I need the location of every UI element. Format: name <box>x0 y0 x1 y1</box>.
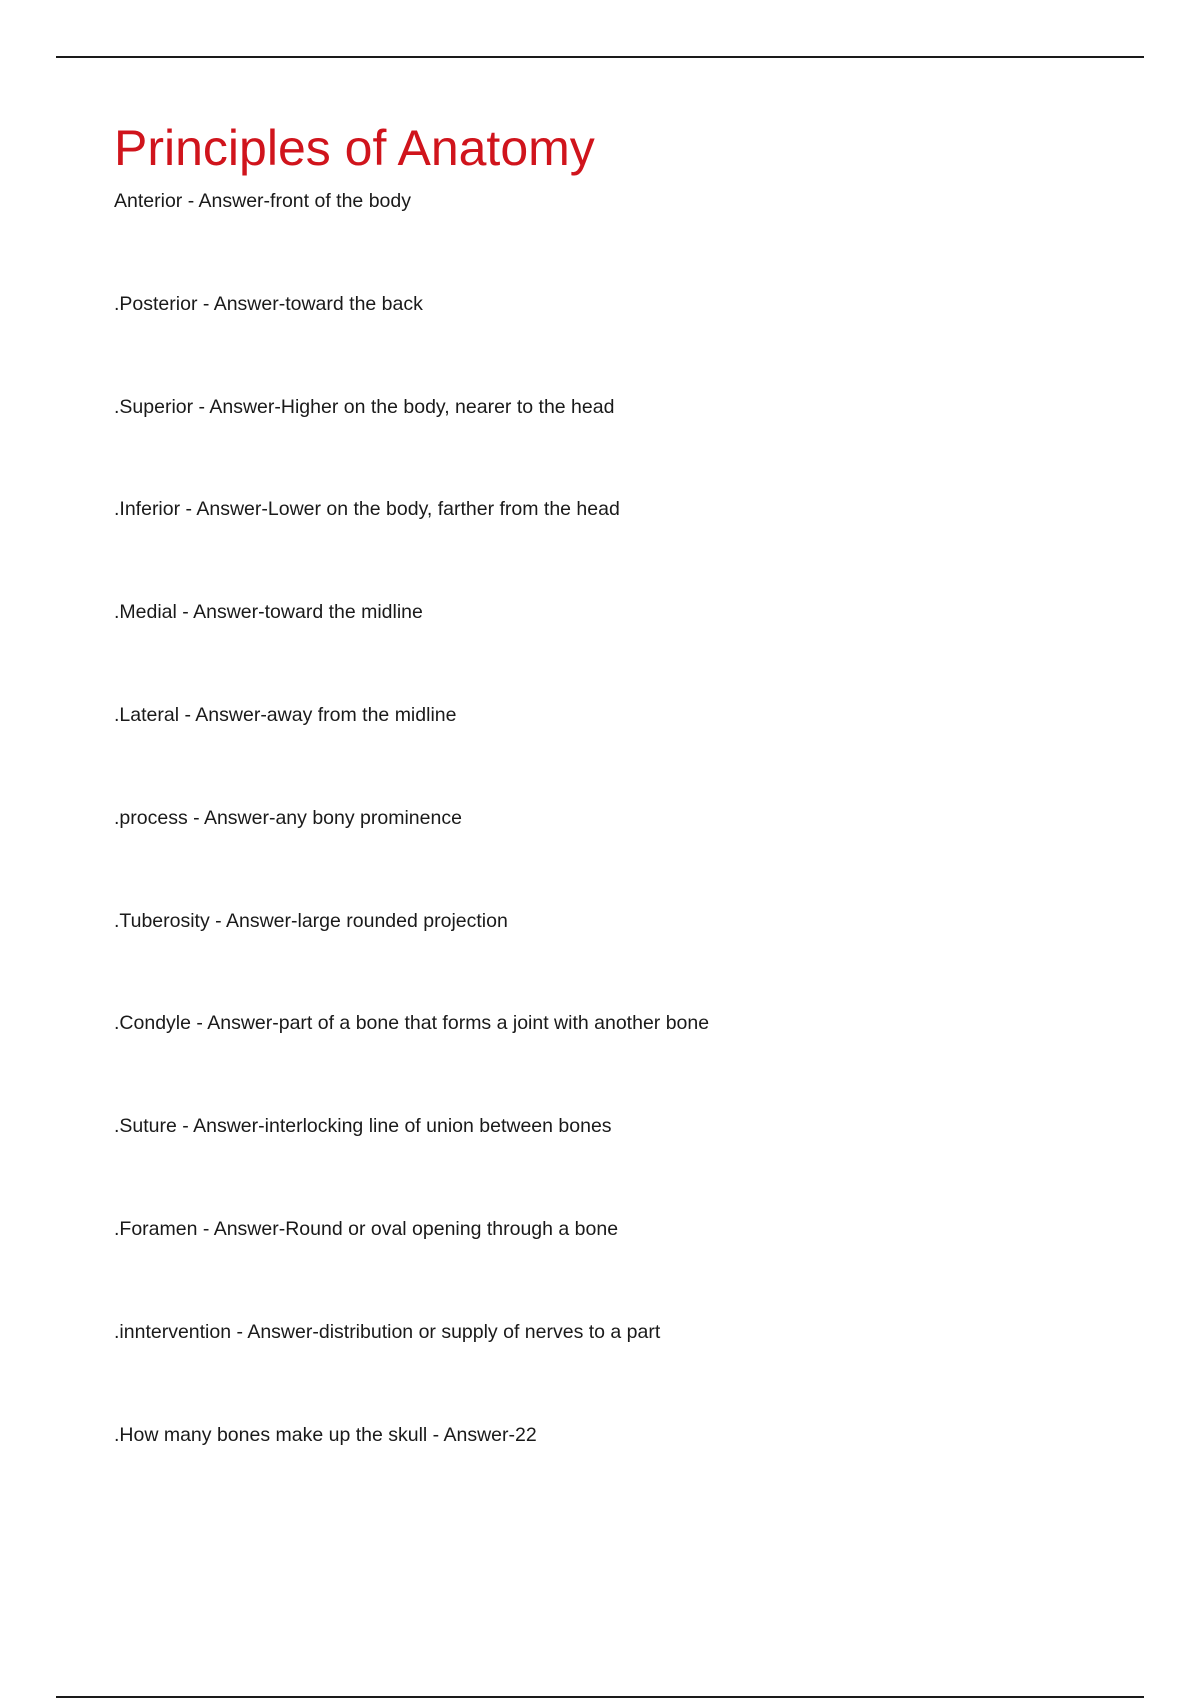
bottom-divider <box>56 1696 1144 1698</box>
qa-item-skull-bones: .How many bones make up the skull - Answer-22 <box>114 1423 537 1446</box>
qa-item-lateral: .Lateral - Answer-away from the midline <box>114 703 457 726</box>
qa-item-medial: .Medial - Answer-toward the midline <box>114 601 423 624</box>
qa-list <box>114 188 1114 1524</box>
qa-item-superior: .Superior - Answer-Higher on the body, nearer to the head <box>114 395 615 418</box>
qa-item-posterior: .Posterior - Answer-toward the back <box>114 292 423 315</box>
qa-item-process: .process - Answer-any bony prominence <box>114 806 462 829</box>
qa-item-condyle: .Condyle - Answer-part of a bone that forms a joint with another bone <box>114 1012 710 1035</box>
qa-item-foramen: .Foramen - Answer-Round or oval opening through a bone <box>114 1217 619 1240</box>
qa-item-anterior: Anterior - Answer-front of the body <box>114 190 411 212</box>
top-divider <box>56 56 1144 58</box>
page-title: Principles of Anatomy <box>114 120 595 176</box>
qa-item-inferior: .Inferior - Answer-Lower on the body, farther from the head <box>114 498 620 521</box>
qa-item-inntervention: .inntervention - Answer-distribution or supply of nerves to a part <box>114 1320 661 1343</box>
qa-item-tuberosity: .Tuberosity - Answer-large rounded projection <box>114 909 508 932</box>
qa-item-suture: .Suture - Answer-interlocking line of union between bones <box>114 1115 612 1138</box>
